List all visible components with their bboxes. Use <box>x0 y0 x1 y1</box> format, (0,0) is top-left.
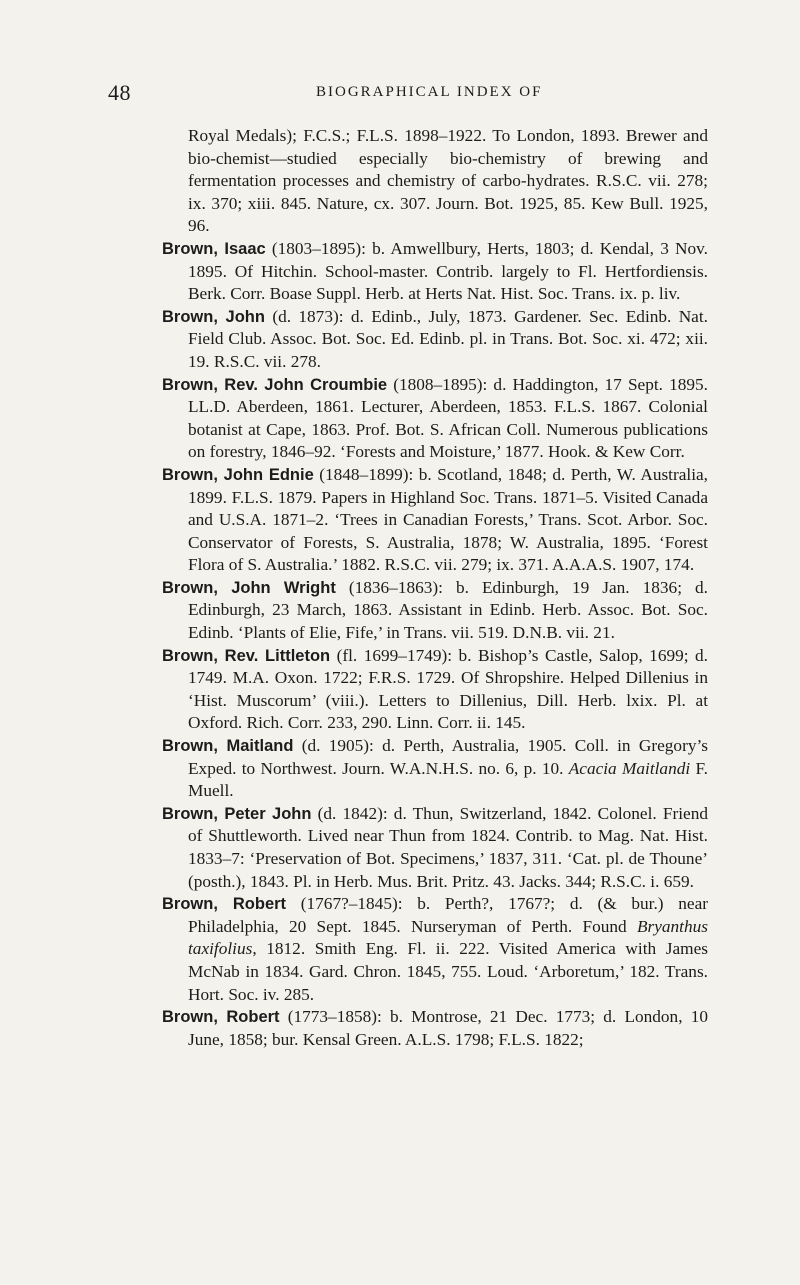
species-name: Bryanthus taxifolius <box>188 916 708 959</box>
entry-text: Royal Medals); F.C.S.; F.L.S. 1898–1922. To London, 1893. Brewer and bio-chemist—studied especially bio-chemistry of brewing and fermentation processes and chemistry of carbo-hydrates. R.S.C. vii. 278; ix. 370; xiii. 845. Nature, cx. 307. Journ. Bot. 1925, 85. Kew Bull. 1925, 96. <box>188 126 708 236</box>
index-entry <box>162 735 708 803</box>
entry-text: (1767?–1845): b. Perth?, 1767?; d. (& bur.) near Philadelphia, 20 Sept. 1845. Nurseryman of Perth. Found <box>188 894 708 936</box>
page-number: 48 <box>108 80 131 105</box>
entry-name: Brown, Peter John <box>162 804 312 823</box>
entry-text: (fl. 1699–1749): b. Bishop’s Castle, Salop, 1699; d. 1749. M.A. Oxon. 1722; F.R.S. 1729. Of Shropshire. Helped Dillenius in ‘Hist. Muscorum’ (viii.). Letters to Dillenius, Dill. Herb. lxix. Pl. at Oxford. Rich. Corr. 233, 290. Linn. Corr. ii. 145. <box>188 645 708 733</box>
entry-name: Brown, Robert <box>162 895 287 914</box>
index-entry <box>162 893 708 1006</box>
index-entry <box>162 374 708 464</box>
entry-name: Brown, Rev. John Croumbie <box>162 375 388 394</box>
index-entry <box>162 125 708 238</box>
entry-text: (d. 1873): d. Edinb., July, 1873. Gardener. Sec. Edinb. Nat. Field Club. Assoc. Bot. Soc. Ed. Edinb. pl. in Trans. Bot. Soc. xi. 472; xii. 19. R.S.C. vii. 278. <box>188 306 708 371</box>
entry-text: (d. 1842): d. Thun, Switzerland, 1842. Colonel. Friend of Shuttleworth. Lived near Thun from 1824. Contrib. to Mag. Nat. Hist. 1833–7: ‘Preservation of Bot. Specimens,’ 1837, 311. ‘Cat. pl. de Thoune’ (posth.), 1843. Pl. in Herb. Mus. Brit. Pritz. 43. Jacks. 344; R.S.C. i. 659. <box>188 803 708 891</box>
entry-name: Brown, John Ednie <box>162 465 314 484</box>
entry-name: Brown, John <box>162 307 265 326</box>
index-body <box>162 125 708 1051</box>
index-entry <box>162 645 708 735</box>
index-entry <box>162 306 708 374</box>
entry-name: Brown, Robert <box>162 1008 280 1027</box>
entry-name: Brown, Isaac <box>162 239 266 258</box>
index-entry <box>162 464 708 577</box>
entry-text: (1773–1858): b. Montrose, 21 Dec. 1773; d. London, 10 June, 1858; bur. Kensal Green. A.L.S. 1798; F.L.S. 1822; <box>188 1007 708 1049</box>
page-header <box>0 80 800 110</box>
index-entry <box>162 803 708 893</box>
entry-text: (1803–1895): b. Amwellbury, Herts, 1803; d. Kendal, 3 Nov. 1895. Of Hitchin. School-master. Contrib. largely to Fl. Hertfordiensis. Berk. Corr. Boase Suppl. Herb. at Herts Nat. Hist. Soc. Trans. ix. p. liv. <box>188 238 708 304</box>
entry-name: Brown, Maitland <box>162 737 294 756</box>
entry-text: (d. 1905): d. Perth, Australia, 1905. Coll. in Gregory’s Exped. to Northwest. Journ. W.A.N.H.S. no. 6, p. 10. <box>188 736 708 778</box>
index-entry <box>162 577 708 645</box>
entry-name: Brown, John Wright <box>162 578 336 597</box>
entry-text: (1808–1895): d. Haddington, 17 Sept. 1895. LL.D. Aberdeen, 1861. Lecturer, Aberdeen, 1853. F.L.S. 1867. Colonial botanist at Cape, 1863. Prof. Bot. S. African Coll. Numerous publications on forestry, 1846–92. ‘Forests and Moisture,’ 1877. Hook. & Kew Corr. <box>188 374 708 462</box>
species-name: Acacia Maitlandi <box>568 758 691 778</box>
running-head: BIOGRAPHICAL INDEX OF <box>316 84 543 100</box>
entry-text: (1848–1899): b. Scotland, 1848; d. Perth, W. Australia, 1899. F.L.S. 1879. Papers in Highland Soc. Trans. 1871–5. Visited Canada and U.S.A. 1871–2. ‘Trees in Canadian Forests,’ Trans. Scot. Arbor. Soc. Conservator of Forests, S. Australia, 1878; W. Australia, 1895. ‘Forest Flora of S. Australia.’ 1882. R.S.C. vii. 279; ix. 371. A.A.A.S. 1907, 174. <box>188 464 708 575</box>
index-entry <box>162 1006 708 1051</box>
entry-name: Brown, Rev. Littleton <box>162 646 331 665</box>
entry-text-tail: F. Muell. <box>188 758 708 801</box>
entry-text-tail: , 1812. Smith Eng. Fl. ii. 222. Visited America with James McNab in 1834. Gard. Chron. 1845, 755. Loud. ‘Arboretum,’ 182. Trans. Hort. Soc. iv. 285. <box>188 939 708 1004</box>
entry-text: (1836–1863): b. Edinburgh, 19 Jan. 1836; d. Edinburgh, 23 March, 1863. Assistant in Edinb. Herb. Assoc. Bot. Soc. Edinb. ‘Plants of Elie, Fife,’ in Trans. vii. 519. D.N.B. vii. 21. <box>188 577 708 643</box>
index-entry <box>162 238 708 306</box>
